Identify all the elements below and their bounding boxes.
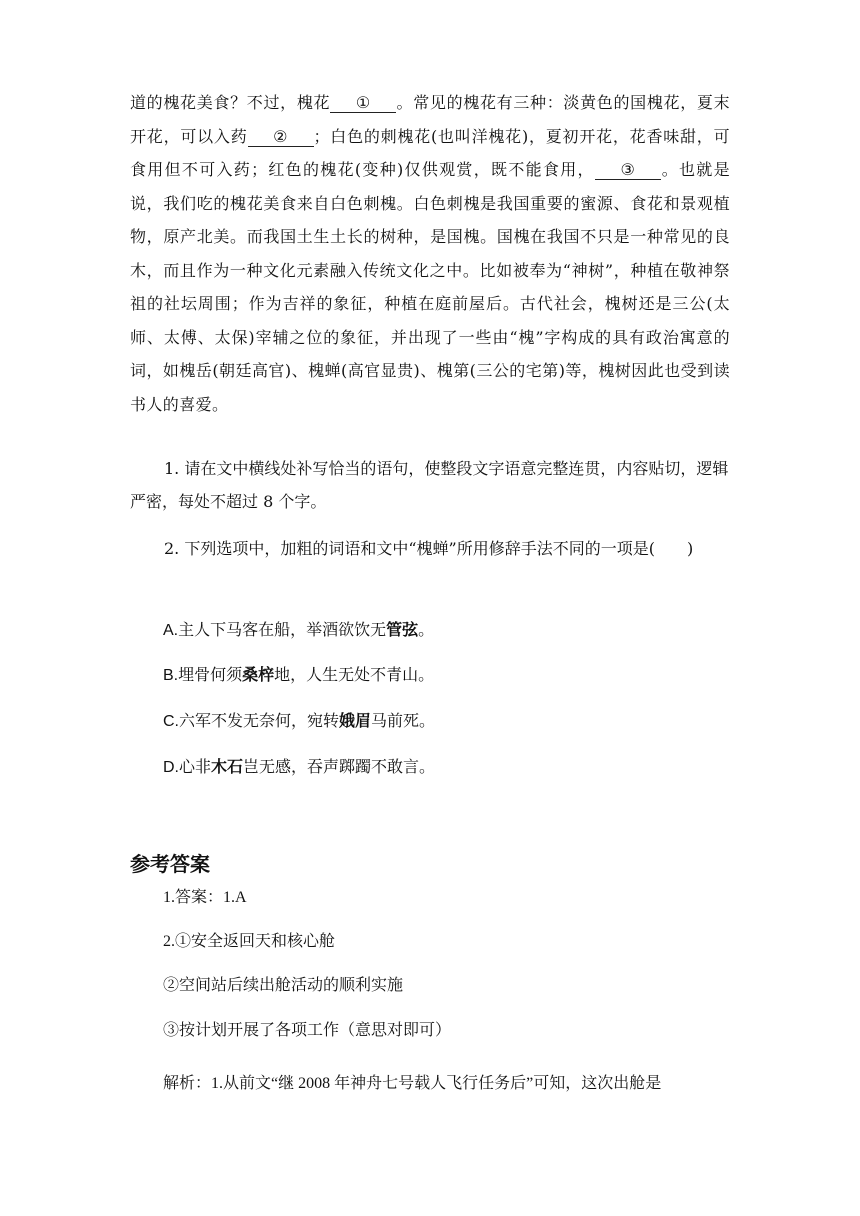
option-d-bold-word: 木石 <box>211 759 244 776</box>
option-c: C.六军不发无奈何，宛转娥眉马前死。 <box>163 713 436 730</box>
blank-1: ① <box>330 94 396 113</box>
passage-text-1: 道的槐花美食？不过，槐花 <box>130 93 331 112</box>
blank-2: ② <box>248 128 314 147</box>
option-b-bold-word: 桑梓 <box>242 667 275 684</box>
option-b: B.埋骨何须桑梓地，人生无处不青山。 <box>163 667 435 684</box>
passage-text-2: 。常见的槐花有三种：淡黄色的国槐花，夏末开花，可以入药 <box>130 93 730 146</box>
answer-1: 1.答案：1.A <box>163 889 247 906</box>
passage-paragraph <box>130 86 730 421</box>
answer-3: ②空间站后续出舱活动的顺利实施 <box>163 977 404 994</box>
answer-4: ③按计划开展了各项工作（意思对即可） <box>163 1022 452 1039</box>
answer-2: 2.①安全返回天和核心舱 <box>163 933 336 950</box>
analysis-text: 解析：1.从前文“继 2008 年神舟七号载人飞行任务后”可知，这次出舱是 <box>163 1075 662 1092</box>
option-d: D.心非木石岂无感，吞声踯躅不敢言。 <box>163 759 436 776</box>
passage-text-3: ；白色的刺槐花(也叫洋槐花)，夏初开花，花香味甜，可食用但不可入药；红色的槐花(变种)仅供观赏，既不能食用， <box>130 126 730 179</box>
question-1: 1. 请在文中横线处补写恰当的语句，使整段文字语意完整连贯，内容贴切，逻辑严密，每处不超过 8 个字。 <box>130 459 729 511</box>
question-2: 2. 下列选项中，加粗的词语和文中“槐蝉”所用修辞手法不同的一项是( ) <box>164 539 694 558</box>
blank-3: ③ <box>595 161 661 180</box>
passage-text-4: 。也就是说，我们吃的槐花美食来自白色刺槐。白色刺槐是我国重要的蜜源、食花和景观植物，原产北美。而我国土生土长的树种，是国槐。国槐在我国不只是一种常见的良木，而且作为一种文化元素融入传统文化之中。比如被奉为“神树”，种植在敬神祭祖的社坛周围；作为吉祥的象征，种植在庭前屋后。古代社会，槐树还是三公(太师、太傅、太保)宰辅之位的象征，并出现了一些由“槐”字构成的具有政治寓意的词，如槐岳(朝廷高官)、槐蝉(高官显贵)、槐第(三公的宅第)等，槐树因此也受到读书人的喜爱。 <box>130 160 731 414</box>
option-a-bold-word: 管弦 <box>386 622 419 639</box>
option-a: A.主人下马客在船，举酒欲饮无管弦。 <box>163 622 435 639</box>
answers-title: 参考答案 <box>130 854 210 876</box>
option-c-bold-word: 娥眉 <box>339 713 372 730</box>
